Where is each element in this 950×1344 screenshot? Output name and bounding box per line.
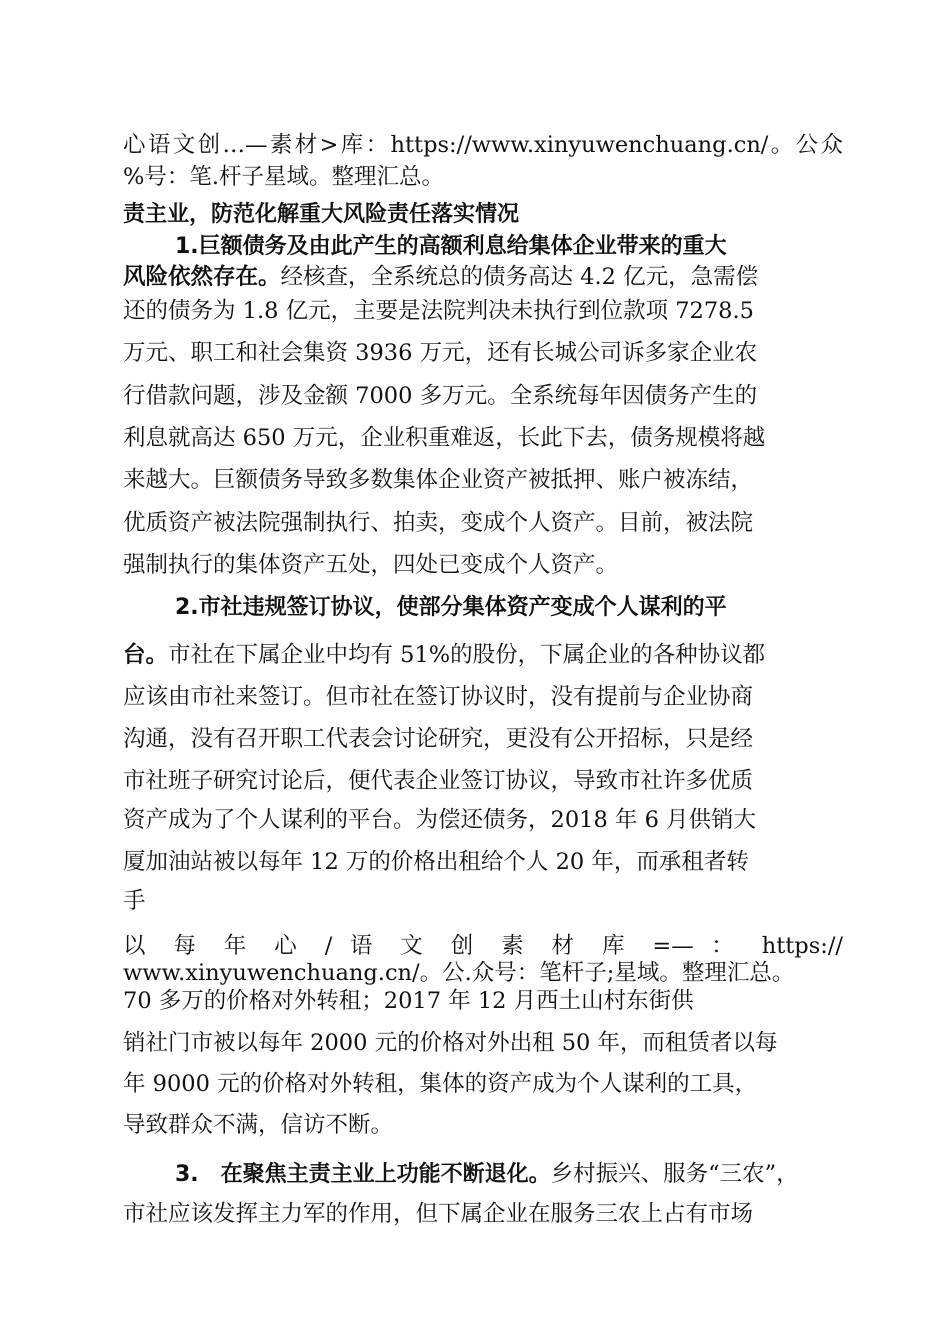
text-line: %号：笔.杆子星域。整理汇总。: [123, 164, 445, 190]
text-line: [123, 640, 843, 670]
text-line: 来越大。巨额债务导致多数集体企业资产被抵押、账户被冻结，: [123, 467, 754, 493]
text-line: 市社应该发挥主力军的作用，但下属企业在服务三农上占有市场: [123, 1201, 754, 1227]
text-line: 强制执行的集体资产五处，四处已变成个人资产。: [123, 552, 619, 578]
point-heading: 3. 在聚焦主责主业上功能不断退化。: [175, 1162, 551, 1187]
text-line: [175, 1159, 843, 1190]
text-span: 市社在下属企业中均有 51%的股份，下属企业的各种协议都: [168, 642, 766, 668]
text-line: 70 多万的价格对外转租；2017 年 12 月西土山村东街供: [123, 988, 694, 1014]
text-line: 利息就高达 650 万元，企业积重难返，长此下去，债务规模将越: [123, 425, 766, 451]
text-line: 以 每 年 心 / 语 文 创 素 材 库 =— ： https://: [123, 933, 843, 959]
text-line: 还的债务为 1.8 亿元，主要是法院判决未执行到位款项 7278.5: [123, 298, 754, 324]
text-line: 厦加油站被以每年 12 万的价格出租给个人 20 年，而承租者转: [123, 849, 749, 875]
text-line: 手: [123, 888, 146, 914]
text-line: www.xinyuwenchuang.cn/。公.众号：笔杆子;星域。整理汇总。: [123, 960, 795, 986]
point-heading: 风险依然存在。: [123, 264, 281, 290]
text-line: 销社门市被以每年 2000 元的价格对外出租 50 年，而租赁者以每: [123, 1030, 778, 1056]
point-heading: 1.巨额债务及由此产生的高额利息给集体企业带来的重大: [175, 234, 727, 259]
text-line: 资产成为了个人谋利的平台。为偿还债务，2018 年 6 月供销大: [123, 807, 757, 833]
text-line: 市社班子研究讨论后，便代表企业签订协议，导致市社许多优质: [123, 768, 754, 794]
text-line: 沟通，没有召开职工代表会讨论研究，更没有公开招标，只是经: [123, 726, 754, 752]
text-span: 乡村振兴、服务“三农”，: [550, 1161, 799, 1187]
section-heading: 责主业，防范化解重大风险责任落实情况: [123, 202, 520, 227]
text-line: 行借款问题，涉及金额 7000 多万元。全系统每年因债务产生的: [123, 383, 758, 409]
text-line: 心语文创…—素材>库：https://www.xinyuwenchuang.cn/。公众: [123, 132, 843, 158]
text-line: 优质资产被法院强制执行、拍卖，变成个人资产。目前，被法院: [123, 510, 754, 536]
text-line: 导致群众不满，信访不断。: [123, 1112, 394, 1138]
point-heading: 2.市社违规签订协议，使部分集体资产变成个人谋利的平: [175, 595, 727, 620]
point-heading: 台。: [123, 642, 169, 668]
text-line: [123, 262, 843, 292]
text-line: 万元、职工和社会集资 3936 万元，还有长城公司诉多家企业农: [123, 340, 758, 366]
text-span: 经核查，全系统总的债务高达 4.2 亿元，急需偿: [280, 264, 759, 290]
text-line: 年 9000 元的价格对外转租，集体的资产成为个人谋利的工具，: [123, 1071, 758, 1097]
text-line: 应该由市社来签订。但市社在签订协议时，没有提前与企业协商: [123, 684, 754, 710]
